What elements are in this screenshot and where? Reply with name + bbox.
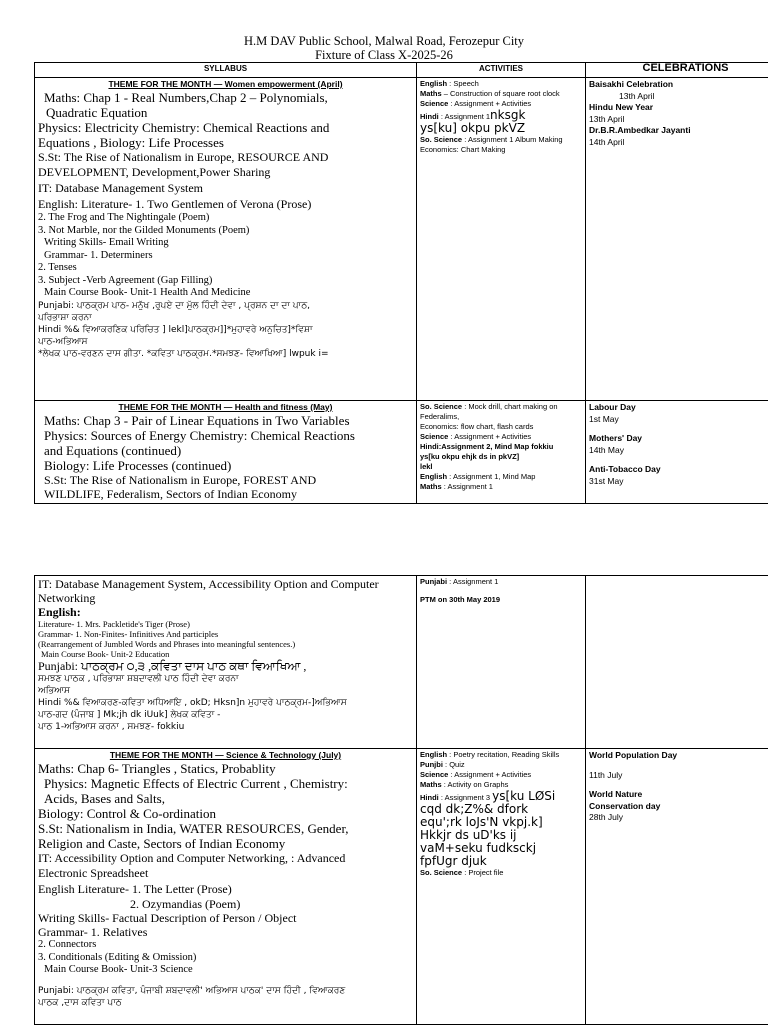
- syl-line: Main Course Book- Unit-3 Science: [38, 964, 413, 977]
- syl-line: Biology: Life Processes (continued): [38, 458, 413, 473]
- syl-line: Main Course Book- Unit-1 Health And Medicine: [38, 287, 413, 300]
- syl-line: 3. Subject -Verb Agreement (Gap Filling): [38, 275, 413, 288]
- syl-line: IT: Accessibility Option and Computer Networking, : Advanced: [38, 851, 413, 865]
- syl-line: ਪਾਠ-ਗਦ (ਪੰਜਾਬ ] Mk;jh dk iUuk] ਲੇਖਕ ਕਵਿਤਾ -: [38, 709, 413, 721]
- col-activities: ACTIVITIES: [417, 63, 586, 78]
- syl-line: Maths: Chap 1 - Real Numbers,Chap 2 – Polynomials,: [38, 90, 413, 105]
- hindi-text: ys[ku] okpu pkVZ: [420, 122, 582, 135]
- syl-line: ਸਮਝਣ ਪਾਠਕ , ਪਰਿਭਾਸ਼ਾ ਸ਼ਬਦਾਵਲੀ ਪਾਠ ਹਿੰਦੀ ਦੇਵਾ ਕਰਨਾ: [38, 673, 413, 685]
- syl-line: Biology: Control & Co-ordination: [38, 806, 413, 821]
- syl-line: 2. Connectors: [38, 939, 413, 952]
- syl-line: Physics: Sources of Energy Chemistry: Chemical Reactions: [38, 428, 413, 443]
- syl-line: Electronic Spreadsheet: [38, 865, 413, 881]
- syl-line: ਪਾਠ-ਅਭਿਆਸ: [38, 336, 413, 348]
- celebrations-may: Labour Day 1st May Mothers' Day 14th May Anti-Tobacco Day 31st May: [586, 401, 768, 504]
- syl-line: ਅਭਿਆਸ: [38, 685, 413, 697]
- row-july: [35, 749, 768, 1025]
- row-may: [35, 401, 768, 504]
- syl-line: English Literature- 1. The Letter (Prose): [38, 881, 413, 897]
- syl-line: Grammar- 1. Determiners: [38, 250, 413, 263]
- row-may-continued: [35, 576, 768, 749]
- syl-line: (Rearrangement of Jumbled Words and Phrases into meaningful sentences.): [38, 639, 413, 649]
- syl-line: 2. The Frog and The Nightingale (Poem): [38, 212, 413, 225]
- syl-line: Writing Skills- Email Writing: [38, 237, 413, 250]
- celebrations-may-2: [586, 576, 768, 749]
- syl-line: WILDLIFE, Federalism, Sectors of Indian Economy: [38, 487, 413, 501]
- syl-line: English: Literature- 1. Two Gentlemen of Verona (Prose): [38, 196, 413, 212]
- syl-line: IT: Database Management System: [38, 180, 413, 196]
- syl-line: Writing Skills- Factual Description of Person / Object: [38, 911, 413, 925]
- syl-line: S.St: The Rise of Nationalism in Europe, FOREST AND: [38, 473, 413, 487]
- syl-line: Quadratic Equation: [38, 105, 413, 120]
- syl-line: Main Course Book- Unit-2 Education: [38, 649, 413, 659]
- col-syllabus: SYLLABUS: [35, 63, 417, 78]
- syl-line: and Equations (continued): [38, 443, 413, 458]
- syllabus-may-2: [35, 576, 417, 749]
- celebrations-april: Baisakhi Celebration 13th April Hindu New Year 13th April Dr.B.R.Ambedkar Jayanti 14th April: [586, 78, 768, 401]
- syl-line: Physics: Magnetic Effects of Electric Current , Chemistry:: [38, 776, 413, 791]
- syl-line: Punjabi: ਪਾਠਕ੍ਰਮ ਕਵਿਤਾ, ਪੰਜਾਬੀ ਸ਼ਬਦਾਵਲੀ' ਅਭਿਆਸ ਪਾਠਕ' ਦਾਸ ਹਿੰਦੀ , ਵਿਆਕਰਣ: [38, 985, 413, 997]
- syl-line: Literature- 1. Mrs. Packletide's Tiger (Prose): [38, 619, 413, 629]
- syllabus-july: [35, 749, 417, 1025]
- syl-line: DEVELOPMENT, Development,Power Sharing: [38, 164, 413, 180]
- syl-line: Punjabi: ਪਾਠਕ੍ਰਮ ੦,੩ ,ਕਵਿਤਾ ਦਾਸ ਪਾਠ ਕਥਾ ਵਿਆਖਿਆ ,: [38, 659, 413, 673]
- syllabus-may: [35, 401, 417, 504]
- syl-line: 2. Tenses: [38, 262, 413, 275]
- theme-july: THEME FOR THE MONTH — Science & Technology (July): [38, 750, 413, 761]
- activities-may-2: Punjabi : Assignment 1 PTM on 30th May 2019: [417, 576, 586, 749]
- syl-line: 2. Ozymandias (Poem): [38, 897, 413, 911]
- syllabus-april: [35, 78, 417, 401]
- syl-line: Networking: [38, 591, 413, 605]
- school-name: H.M DAV Public School, Malwal Road, Ferozepur City: [0, 34, 768, 48]
- syl-line: 3. Conditionals (Editing & Omission): [38, 952, 413, 965]
- activities-april: English : Speech Maths – Construction of square root clock Science : Assignment + Activities Hindi : Assignment 1nksgk ys[ku] okpu pkVZ So. Science : Assignment 1 Album Making Economics: Chart Making: [417, 78, 586, 401]
- syl-line: S.St: Nationalism in India, WATER RESOURCES, Gender,: [38, 821, 413, 836]
- syl-line: *ਲੇਖਕ ਪਾਠ-ਵਰਣਨ ਦਾਸ ਗੀਤਾ. *ਕਵਿਤਾ ਪਾਠਕ੍ਰਮ.*ਸਮਝਣ- ਵਿਆਖਿਆ] lwpuk i=: [38, 348, 413, 360]
- syl-line: S.St: The Rise of Nationalism in Europe, RESOURCE AND: [38, 150, 413, 164]
- syl-line: Hindi %& ਵਿਆਕਰਣਿਕ ਪਰਿਚਿਤ ] lekl]ਪਾਠਕ੍ਰਮ]]*ਮੁਹਾਵਰੇ ਅਨੁਚਿਤ]*ਵਿਸ਼ਾ: [38, 324, 413, 336]
- theme-may: THEME FOR THE MONTH — Health and fitness (May): [38, 402, 413, 413]
- activities-july: English : Poetry recitation, Reading Skills Punjbi : Quiz Science : Assignment + Activities Maths : Activity on Graphs Hindi : Assignment 3 ys[ku LØSi cqd dk;Z%& dfork equ';rk loJs'N vkpj.k] Hkkjr ds uD'ks ij vaM+seku fudksckj fpfUgr djuk So. Science : Project file: [417, 749, 586, 1025]
- syl-line: Physics: Electricity Chemistry: Chemical Reactions and: [38, 120, 413, 135]
- syl-line: Hindi %& ਵਿਆਕਰਣ-ਕਵਿਤਾ ਅਧਿਆਇ , okD; Hksn]n ਮੁਹਾਵਰੇ ਪਾਠਕ੍ਰਮ-]ਅਭਿਆਸ: [38, 697, 413, 709]
- syl-line: Maths: Chap 3 - Pair of Linear Equations in Two Variables: [38, 413, 413, 428]
- row-april: [35, 78, 768, 401]
- celebrations-july: World Population Day 11th July World Nature Conservation day 28th July: [586, 749, 768, 1025]
- syl-line: Religion and Caste, Sectors of Indian Economy: [38, 836, 413, 851]
- syl-line: Punjabi: ਪਾਠਕ੍ਰਮ ਪਾਠ- ਮਨੁੱਖ ,ਰੁਪਏ ਦਾ ਮੁੱਲ ਹਿੰਦੀ ਦੇਵਾ , ਪ੍ਰਸ਼ਨ ਦਾ ਦਾ ਪਾਠ,: [38, 300, 413, 312]
- syl-line: Equations , Biology: Life Processes: [38, 135, 413, 150]
- fixture-title: Fixture of Class X-2025-26: [0, 48, 768, 62]
- syl-line: Grammar- 1. Relatives: [38, 925, 413, 939]
- fixture-table-2: [34, 575, 768, 1025]
- syl-line: ਪਰਿਭਾਸ਼ਾ ਕਰਨਾ: [38, 312, 413, 324]
- fixture-table-1: [34, 62, 768, 504]
- syl-line: Maths: Chap 6- Triangles , Statics, Probablity: [38, 761, 413, 776]
- syl-line: Acids, Bases and Salts,: [38, 791, 413, 806]
- theme-april: THEME FOR THE MONTH — Women empowerment (April): [38, 79, 413, 90]
- activities-may: So. Science : Mock drill, chart making on Federalims, Economics: flow chart, flash cards Science : Assignment + Activities Hindi:Assignment 2, Mind Map fokkiu ys[ku okpu ehjk ds in pkVZ] lekl English : Assignment 1, Mind Map Maths : Assignment 1: [417, 401, 586, 504]
- syl-line: IT: Database Management System, Accessibility Option and Computer: [38, 577, 413, 591]
- syl-line: ਪਾਠ 1-ਅਭਿਆਸ ਕਰਨਾ , ਸਮਝਣ- fokkiu: [38, 721, 413, 733]
- syl-line: Grammar- 1. Non-Finites- Infinitives And participles: [38, 629, 413, 639]
- syl-line: ਪਾਠਕ ,ਦਾਸ ਕਵਿਤਾ ਪਾਠ: [38, 997, 413, 1009]
- syl-line: 3. Not Marble, nor the Gilded Monuments (Poem): [38, 225, 413, 238]
- col-celebrations: CELEBRATIONS: [586, 63, 768, 78]
- syl-line: English:: [38, 605, 413, 619]
